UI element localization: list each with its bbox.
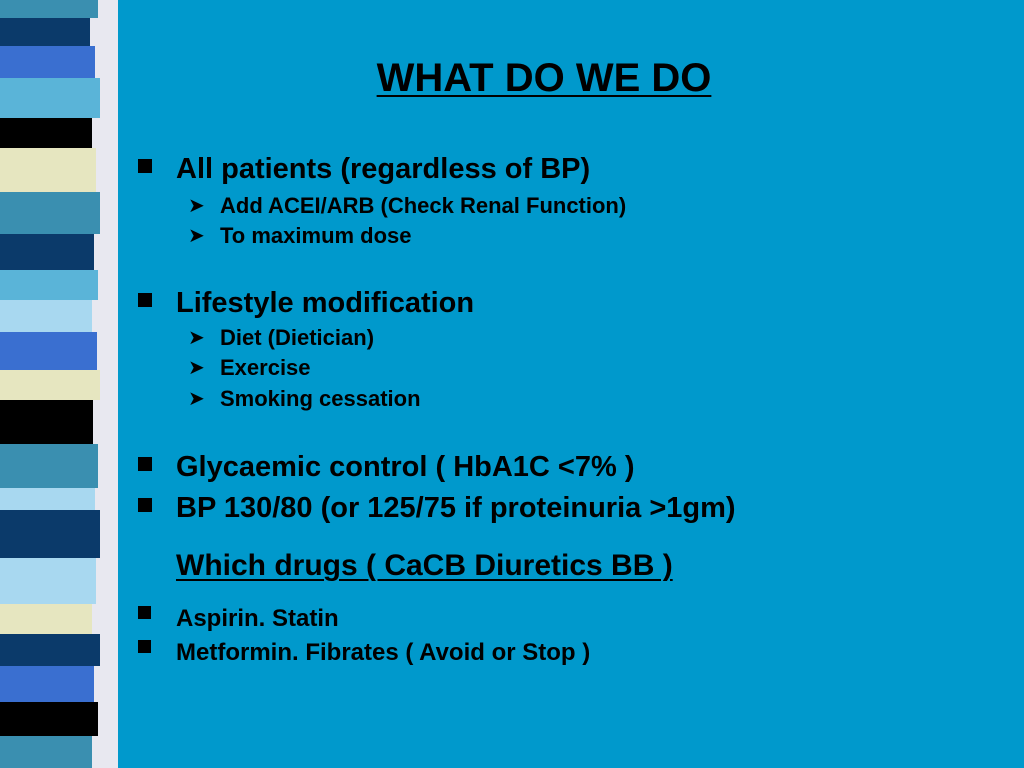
bullet-item xyxy=(176,450,635,484)
arrow-bullet-icon: ➤ xyxy=(188,225,205,247)
arrow-bullet-icon: ➤ xyxy=(188,195,205,217)
stripe xyxy=(0,234,94,270)
bullet-text: BP 130/80 (or 125/75 if proteinuria >1gm) xyxy=(176,492,736,524)
stripe xyxy=(0,0,98,18)
stripe xyxy=(0,400,93,444)
bullet-text: Aspirin. Statin xyxy=(176,605,339,632)
slide-title: WHAT DO WE DO xyxy=(376,56,712,100)
stripe xyxy=(0,488,95,510)
stripe xyxy=(0,736,92,768)
bullet-item xyxy=(176,491,736,525)
sub-bullet-text: To maximum dose xyxy=(220,223,412,248)
bullet-text: Glycaemic control ( HbA1C <7% ) xyxy=(176,451,635,483)
drugs-heading: Which drugs ( CaCB Diuretics BB ) xyxy=(176,549,673,582)
bullet-text: Metformin. Fibrates ( Avoid or Stop ) xyxy=(176,639,591,666)
stripe xyxy=(0,270,98,300)
sub-bullet-text: Add ACEI/ARB (Check Renal Function) xyxy=(220,193,627,218)
stripe xyxy=(0,118,92,148)
bullet-item xyxy=(176,636,590,670)
stripe xyxy=(0,332,97,370)
square-bullet-icon xyxy=(138,606,151,619)
square-bullet-icon xyxy=(138,457,152,471)
sub-bullet-item xyxy=(188,354,311,382)
bullet-item xyxy=(176,152,590,186)
sub-bullet-item xyxy=(188,192,627,220)
sub-bullet-text: Diet (Dietician) xyxy=(220,325,375,350)
stripe xyxy=(0,666,94,702)
sub-bullet-text: Exercise xyxy=(220,355,311,380)
stripe xyxy=(0,192,100,234)
stripe xyxy=(0,18,90,46)
stripe xyxy=(0,370,100,400)
square-bullet-icon xyxy=(138,159,152,173)
stripe xyxy=(0,444,98,488)
sub-bullet-item xyxy=(188,222,412,250)
sub-bullet-item xyxy=(188,385,421,413)
stripe xyxy=(0,300,92,332)
bullet-text: Lifestyle modification xyxy=(176,287,475,319)
bullet-item xyxy=(176,286,474,320)
arrow-bullet-icon: ➤ xyxy=(188,357,205,379)
bullet-text: All patients (regardless of BP) xyxy=(176,153,591,185)
square-bullet-icon xyxy=(138,293,152,307)
arrow-bullet-icon: ➤ xyxy=(188,327,205,349)
decorative-stripe-band xyxy=(0,0,118,768)
sub-bullet-text: Smoking cessation xyxy=(220,386,421,411)
square-bullet-icon xyxy=(138,498,152,512)
stripe xyxy=(0,558,96,604)
stripe xyxy=(0,604,92,634)
stripe xyxy=(0,510,100,558)
square-bullet-icon xyxy=(138,640,151,653)
stripe xyxy=(0,634,100,666)
bullet-item xyxy=(176,602,339,636)
sub-bullet-item xyxy=(188,324,375,352)
stripe xyxy=(0,702,98,736)
arrow-bullet-icon: ➤ xyxy=(188,388,205,410)
stripe xyxy=(0,148,96,192)
